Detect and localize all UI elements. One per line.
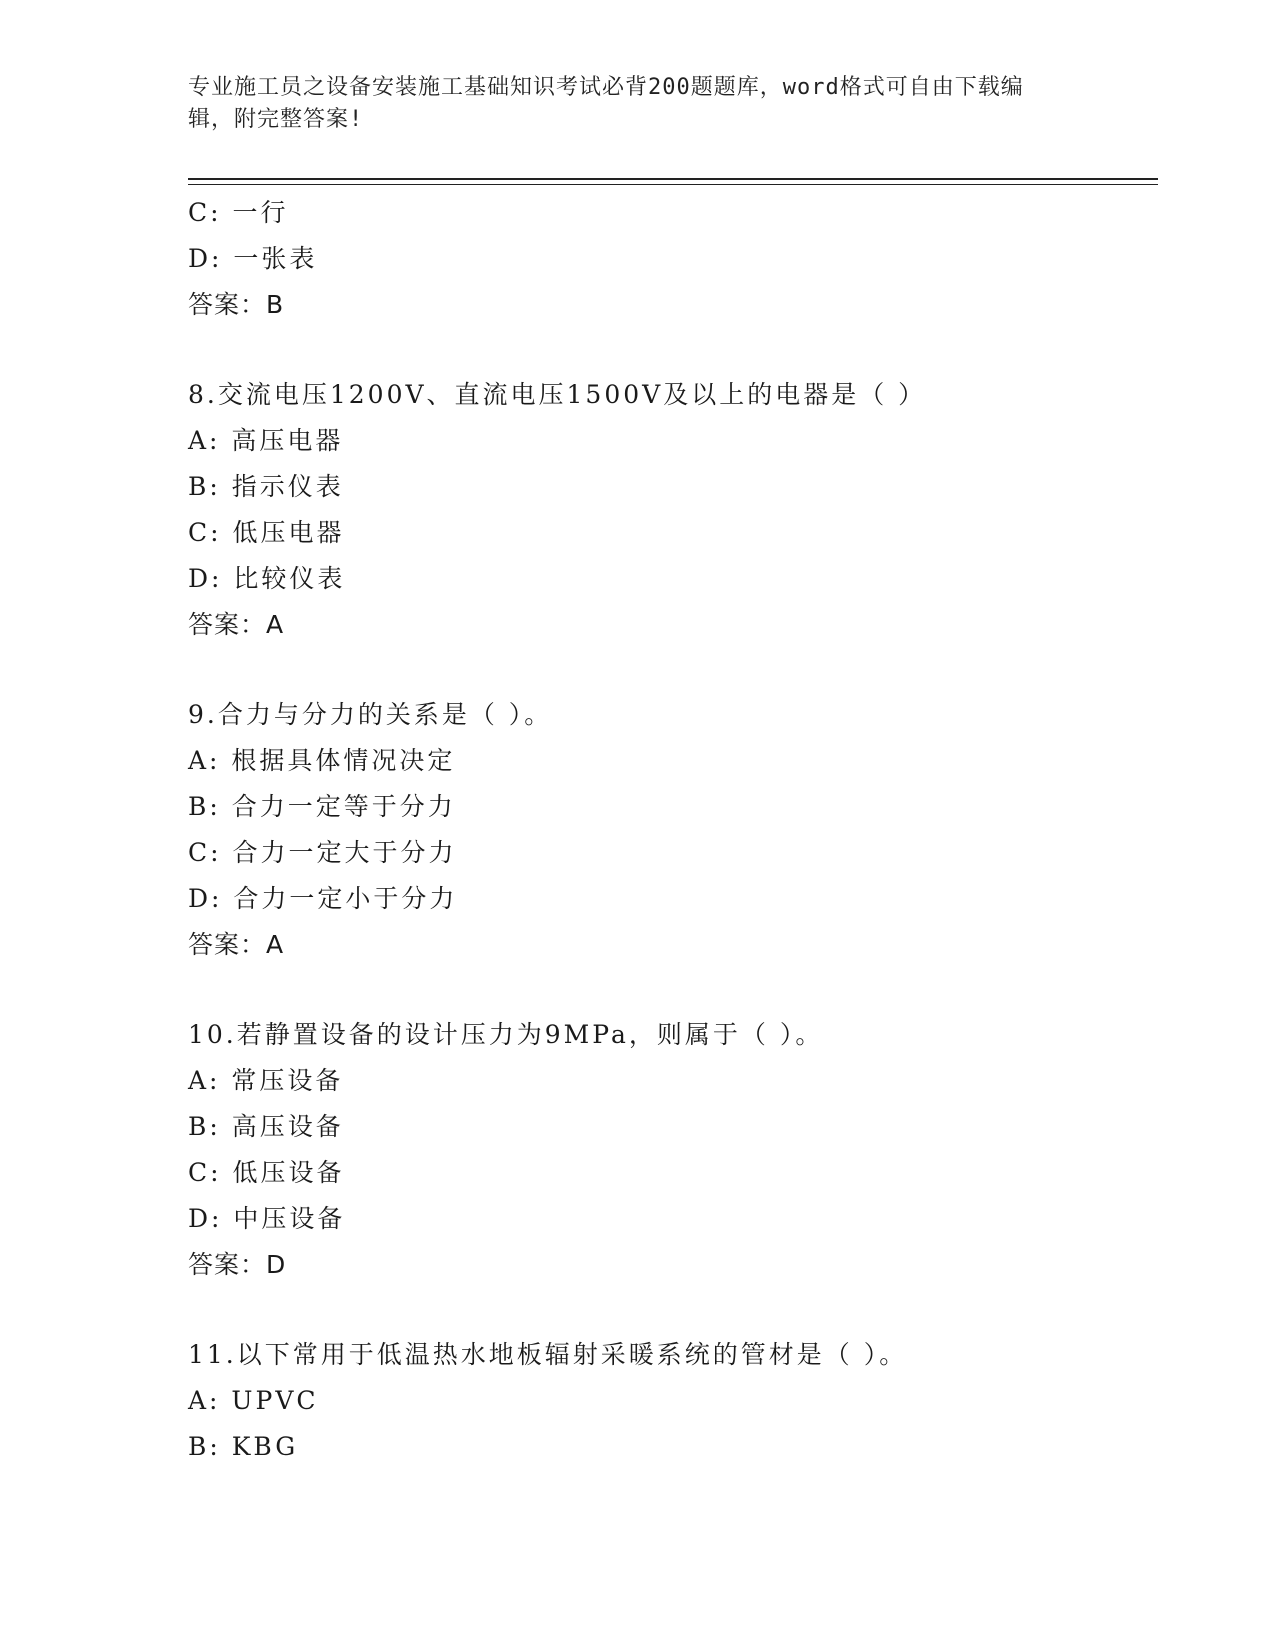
header-divider-thin <box>188 184 1158 185</box>
answer-line: 答案：A <box>188 610 285 639</box>
answer-line: 答案：D <box>188 1250 287 1279</box>
option-d: D: 中压设备 <box>188 1204 346 1233</box>
option-b: B: KBG <box>188 1432 299 1461</box>
option-a: A: 常压设备 <box>188 1066 344 1095</box>
option-b: B: 合力一定等于分力 <box>188 792 456 821</box>
option-c: C: 一行 <box>188 198 289 227</box>
option-d: D: 一张表 <box>188 244 318 273</box>
option-c: C: 合力一定大于分力 <box>188 838 457 867</box>
question-10 <box>188 1012 1158 1288</box>
answer-line: 答案：A <box>188 930 285 959</box>
question-7-fragment <box>188 190 1158 328</box>
question-stem: 8.交流电压1200V、直流电压1500V及以上的电器是（ ） <box>188 380 927 409</box>
question-stem: 10.若静置设备的设计压力为9MPa，则属于（ ）。 <box>188 1020 824 1049</box>
document-header-title: 专业施工员之设备安装施工基础知识考试必背200题题库，word格式可自由下载编辑，附完整答案! <box>188 75 1024 132</box>
answer-line: 答案：B <box>188 290 285 319</box>
option-a: A: 根据具体情况决定 <box>188 746 456 775</box>
question-9 <box>188 692 1158 968</box>
option-a: A: UPVC <box>188 1386 319 1415</box>
option-c: C: 低压设备 <box>188 1158 345 1187</box>
option-d: D: 合力一定小于分力 <box>188 884 458 913</box>
option-c: C: 低压电器 <box>188 518 345 547</box>
question-11 <box>188 1332 1158 1470</box>
option-a: A: 高压电器 <box>188 426 344 455</box>
header-divider-thick <box>188 178 1158 180</box>
question-content <box>188 190 1158 1470</box>
question-stem: 11.以下常用于低温热水地板辐射采暖系统的管材是（ ）。 <box>188 1340 908 1369</box>
option-b: B: 指示仪表 <box>188 472 344 501</box>
question-8 <box>188 372 1158 648</box>
option-d: D: 比较仪表 <box>188 564 346 593</box>
question-stem: 9.合力与分力的关系是（ ）。 <box>188 700 553 729</box>
option-b: B: 高压设备 <box>188 1112 344 1141</box>
